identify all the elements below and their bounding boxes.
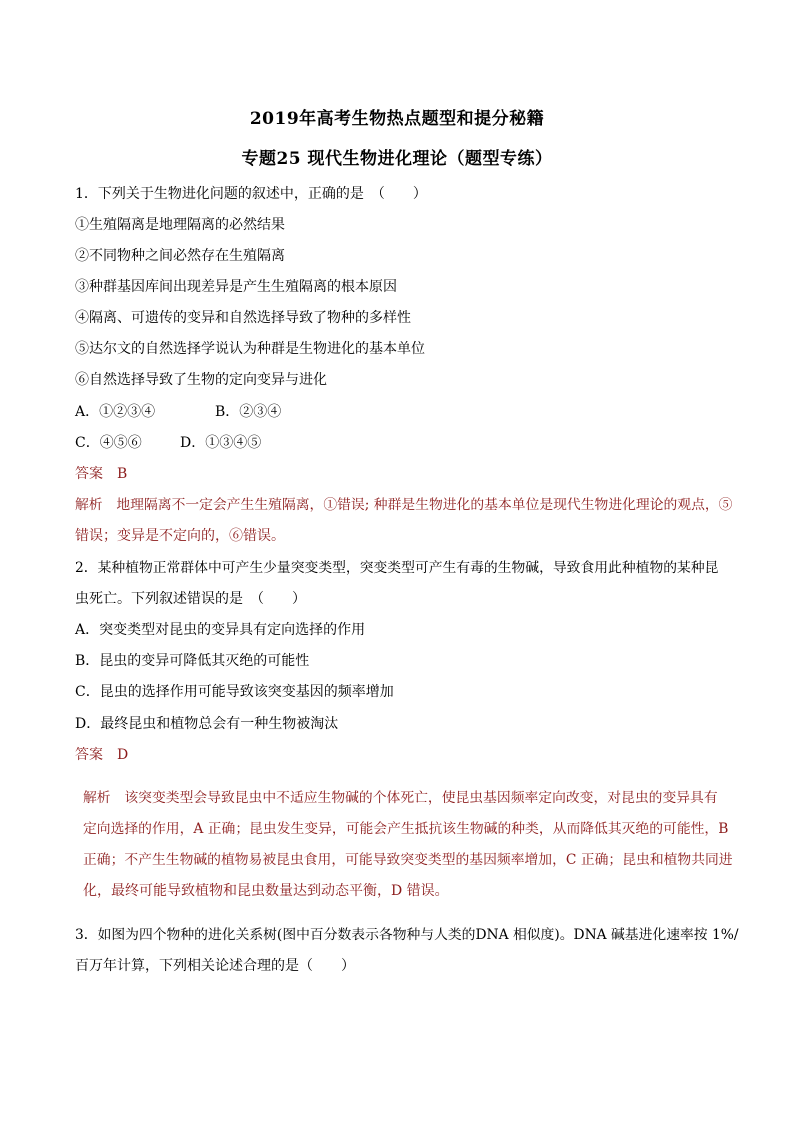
question-1-item-4: ④隔离、可遗传的变异和自然选择导致了物种的多样性 xyxy=(75,310,411,326)
question-1-item-2: ②不同物种之间必然存在生殖隔离 xyxy=(75,248,285,264)
question-1-item-5: ⑤达尔文的自然选择学说认为种群是生物进化的基本单位 xyxy=(75,341,425,357)
question-2-stem-line-2: 虫死亡。下列叙述错误的是 （ ） xyxy=(75,591,306,607)
question-1-item-3: ③种群基因库间出现差异是产生生殖隔离的根本原因 xyxy=(75,279,397,295)
question-1-analysis-line-1: 解析 地理隔离不一定会产生生殖隔离，①错误; 种群是生物进化的基本单位是现代生物进化理论的观点，⑤ xyxy=(75,497,733,513)
question-1-option-d: D．①③④⑤ xyxy=(180,435,262,451)
question-1-options-ab xyxy=(75,402,745,422)
document-title: 2019年高考生物热点题型和提分秘籍 xyxy=(249,109,545,129)
question-2-option-b: B．昆虫的变异可降低其灭绝的可能性 xyxy=(75,653,310,669)
question-2-analysis-line-4: 化，最终可能导致植物和昆虫数量达到动态平衡，D 错误。 xyxy=(83,883,449,899)
question-1-options-cd xyxy=(75,433,745,453)
question-2-answer: 答案 D xyxy=(75,747,129,763)
question-2-option-c: C．昆虫的选择作用可能导致该突变基因的频率增加 xyxy=(75,684,394,700)
question-2-stem-line-1: 2．某种植物正常群体中可产生少量突变类型，突变类型可产生有毒的生物碱，导致食用此种植物的某种昆 xyxy=(75,560,719,576)
question-2-analysis-line-1: 解析 该突变类型会导致昆虫中不适应生物碱的个体死亡，使昆虫基因频率定向改变，对昆虫的变异具有 xyxy=(83,790,718,806)
question-3-stem-line-1: 3．如图为四个物种的进化关系树(图中百分数表示各物种与人类的DNA 相似度)。DNA 碱基进化速率按 1%/ xyxy=(75,927,739,943)
question-1-option-a: A．①②③④ xyxy=(75,404,156,420)
question-1-option-b: B．②③④ xyxy=(215,404,282,420)
question-1-option-c: C．④⑤⑥ xyxy=(75,435,142,451)
document-subtitle: 专题25 现代生物进化理论（题型专练） xyxy=(241,149,553,169)
question-2-option-a: A．突变类型对昆虫的变异具有定向选择的作用 xyxy=(75,622,366,638)
question-2-option-d: D．最终昆虫和植物总会有一种生物被淘汰 xyxy=(75,716,339,732)
question-2-analysis-line-3: 正确；不产生生物碱的植物易被昆虫食用，可能导致突变类型的基因频率增加，C 正确；昆虫和植物共同进 xyxy=(83,852,733,868)
question-3-stem-line-2: 百万年计算，下列相关论述合理的是（ ） xyxy=(75,958,355,974)
question-2-analysis-line-2: 定向选择的作用，A 正确；昆虫发生变异，可能会产生抵抗该生物碱的种类，从而降低其灭绝的可能性，B xyxy=(83,821,729,837)
question-1-analysis-line-2: 错误；变异是不定向的，⑥错误。 xyxy=(75,528,285,544)
question-1-stem: 1．下列关于生物进化问题的叙述中，正确的是 （ ） xyxy=(75,186,427,202)
question-1-item-1: ①生殖隔离是地理隔离的必然结果 xyxy=(75,217,285,233)
question-1-item-6: ⑥自然选择导致了生物的定向变异与进化 xyxy=(75,372,327,388)
question-1-answer: 答案 B xyxy=(75,466,128,482)
